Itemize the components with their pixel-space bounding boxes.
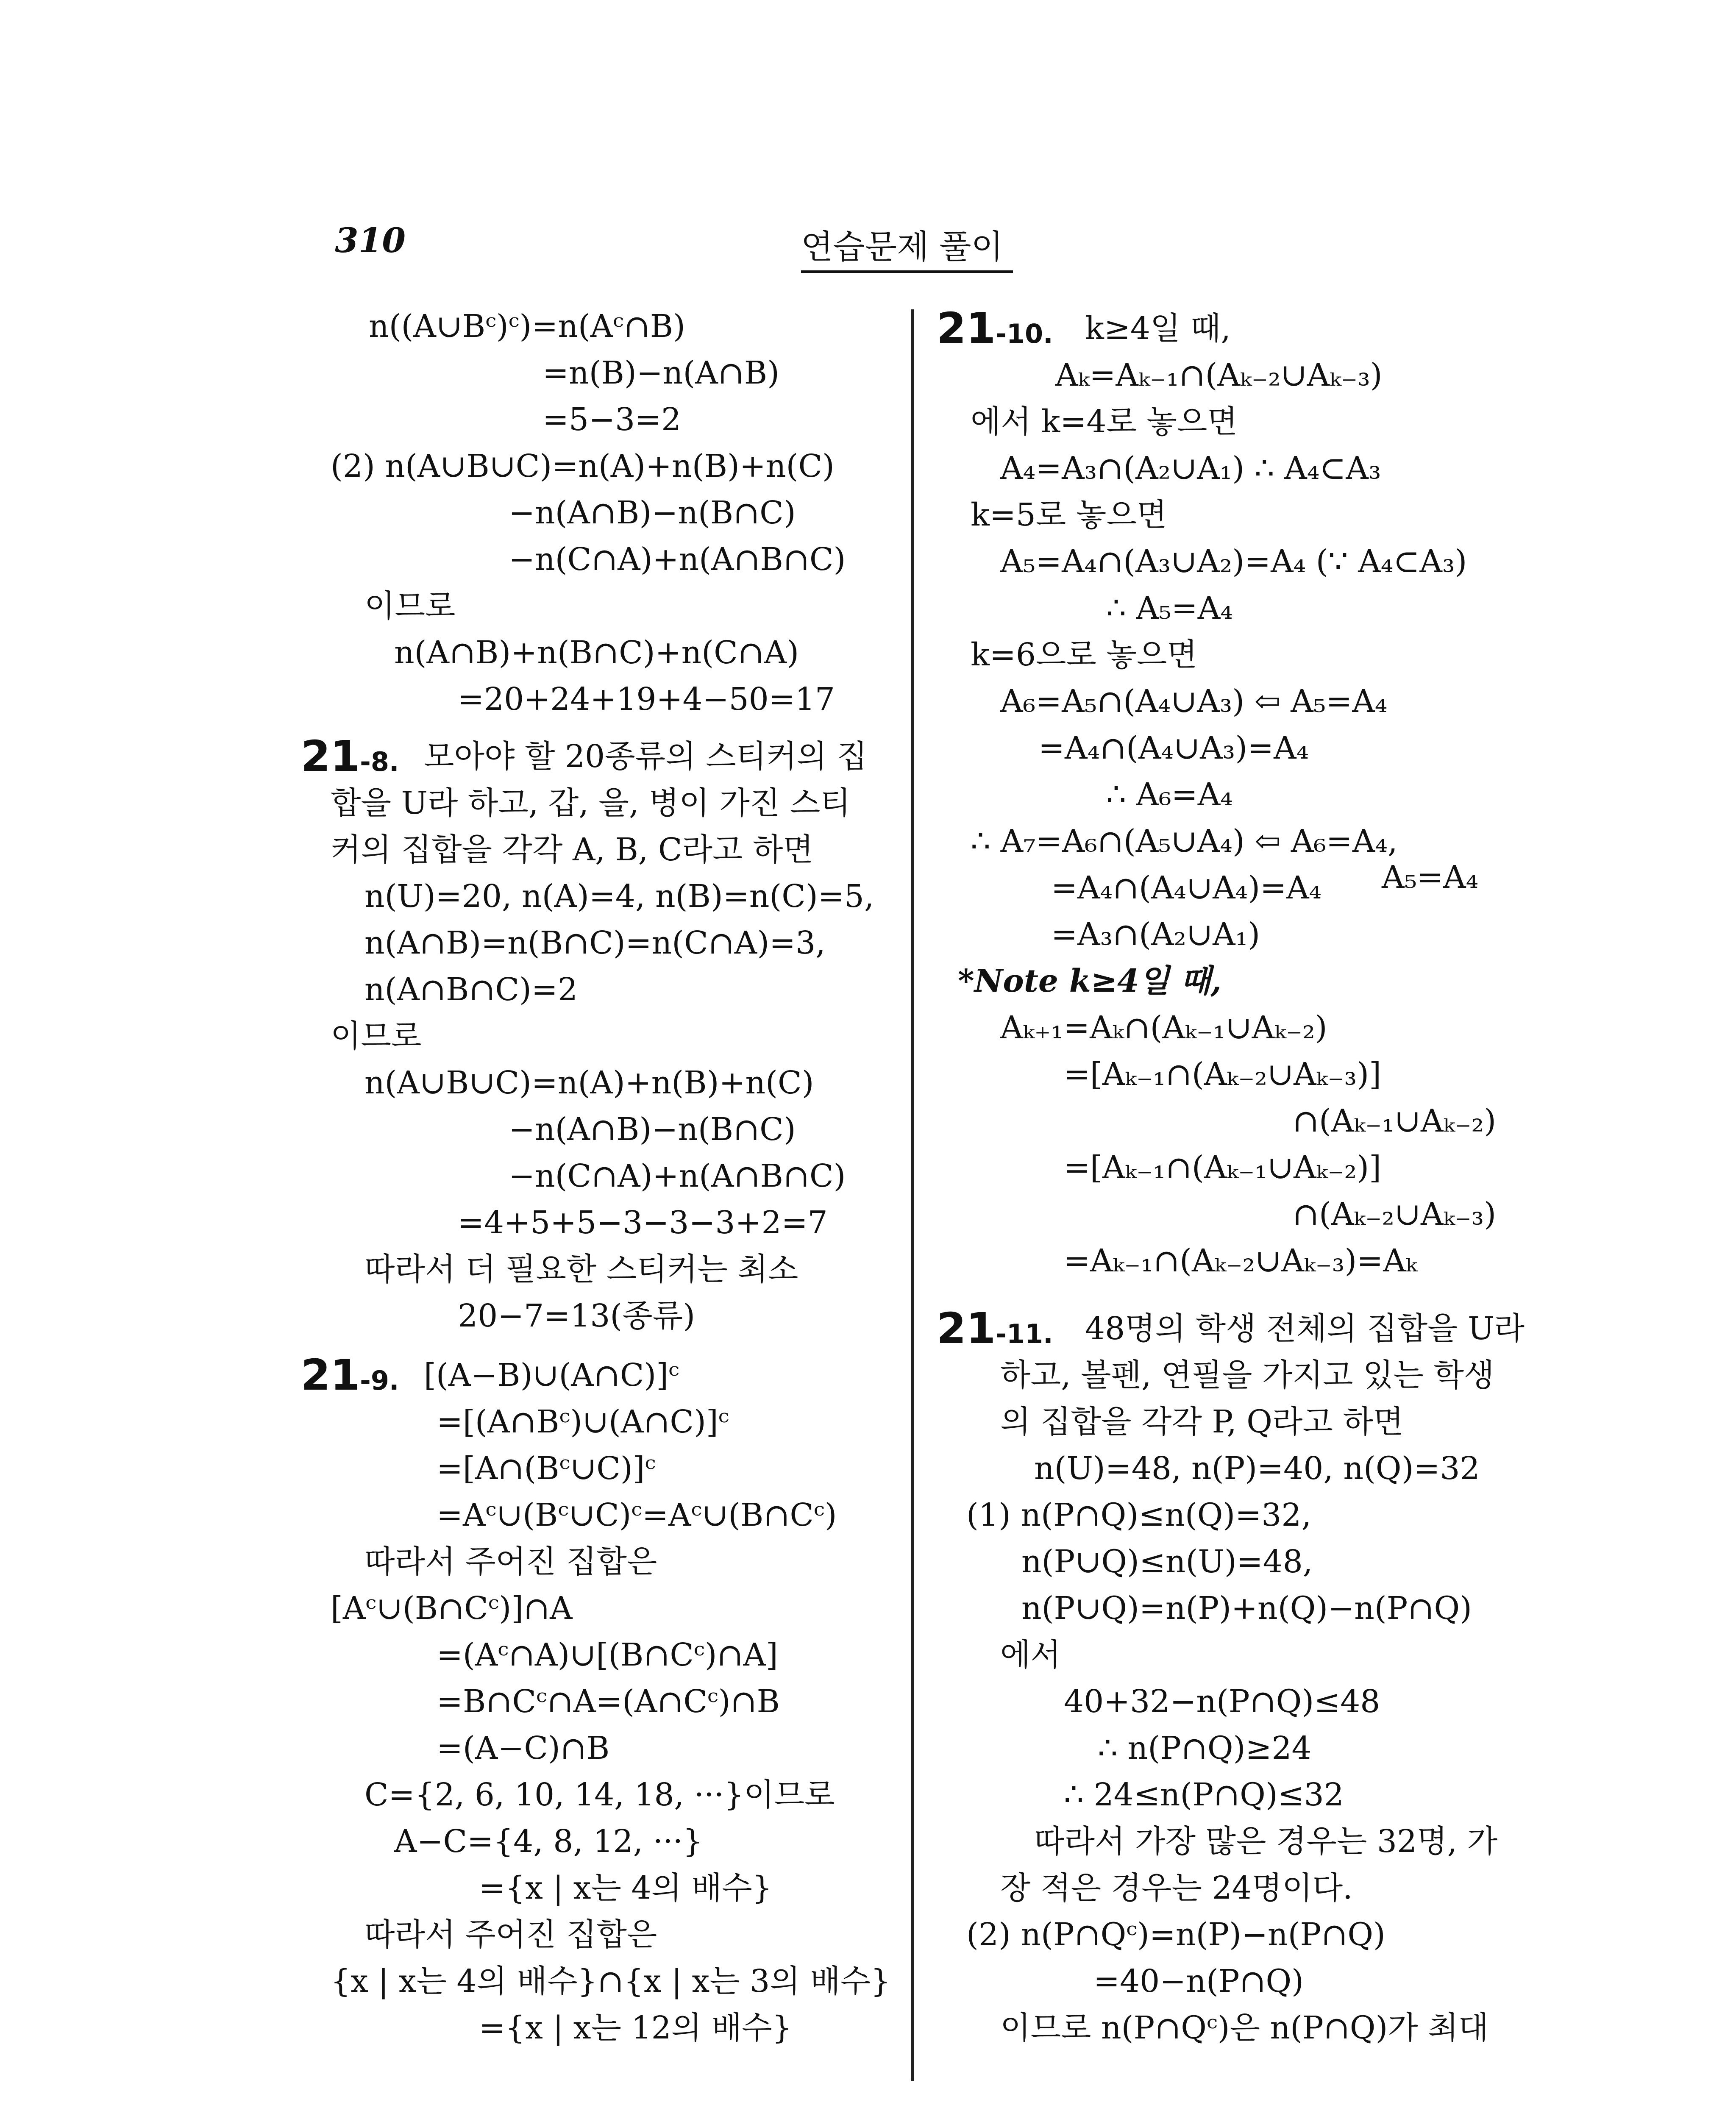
text-line: =20+24+19+4−50=17 [458,681,835,717]
text-line: 장 적은 경우는 24명이다. [1000,1870,1353,1906]
text-line: =A₄∩(A₄∪A₄)=A₄ [1051,870,1322,906]
text-line: =n(B)−n(A∩B) [542,355,780,391]
text-line: n(A∩B)+n(B∩C)+n(C∩A) [394,634,799,671]
text-line: (1) n(P∩Q)≤n(Q)=32, [966,1497,1311,1533]
text-line: ∴ n(P∩Q)≥24 [1098,1730,1312,1766]
text-line: k≥4일 때, [1085,310,1231,347]
text-line: 의 집합을 각각 P, Q라고 하면 [1000,1404,1404,1440]
text-line: 모아야 할 20종류의 스티커의 집 [424,738,868,775]
text-line: =Aₖ₋₁∩(Aₖ₋₂∪Aₖ₋₃)=Aₖ [1064,1243,1417,1279]
text-line: 40+32−n(P∩Q)≤48 [1064,1683,1380,1720]
text-line: (2) n(A∪B∪C)=n(A)+n(B)+n(C) [331,448,835,484]
text-line: ∩(Aₖ₋₁∪Aₖ₋₂) [1293,1103,1497,1139]
text-line: n(A∩B∩C)=2 [364,971,578,1008]
text-line: 하고, 볼펜, 연필을 가지고 있는 학생 [1000,1357,1494,1393]
text-line: =[(A∩Bᶜ)∪(A∩C)]ᶜ [437,1404,729,1440]
text-line: Aₖ₊₁=Aₖ∩(Aₖ₋₁∪Aₖ₋₂) [1000,1009,1327,1046]
text-line: 에서 k=4로 놓으면 [971,403,1238,440]
text-line: A₄=A₃∩(A₂∪A₁) ∴ A₄⊂A₃ [1000,450,1381,487]
text-line: C={2, 6, 10, 14, 18, ···}이므로 [364,1777,835,1813]
text-line: A₅=A₄ [1382,859,1479,895]
text-line: (2) n(P∩Qᶜ)=n(P)−n(P∩Q) [966,1916,1385,1953]
text-line: =[Aₖ₋₁∩(Aₖ₋₁∪Aₖ₋₂)] [1064,1149,1381,1186]
text-line: [Aᶜ∪(B∩Cᶜ)]∩A [331,1590,573,1627]
text-line: −n(C∩A)+n(A∩B∩C) [509,541,846,578]
text-line: k=5로 놓으면 [971,497,1167,533]
problem-number-21-10: 21-10. [937,303,1053,353]
text-line: 에서 [1000,1637,1061,1673]
text-line: n(A∩B)=n(B∩C)=n(C∩A)=3, [364,925,826,961]
text-line: A₅=A₄∩(A₃∪A₂)=A₄ (∵ A₄⊂A₃) [1000,543,1467,580]
text-line: −n(C∩A)+n(A∩B∩C) [509,1158,846,1194]
text-line: 따라서 가장 많은 경우는 32명, 가 [1034,1823,1498,1860]
text-line: A₆=A₅∩(A₄∪A₃) ⇦ A₅=A₄ [1000,683,1388,720]
text-line: [(A−B)∪(A∩C)]ᶜ [424,1357,679,1393]
text-line: A−C={4, 8, 12, ···} [394,1823,703,1860]
text-line: n(A∪B∪C)=n(A)+n(B)+n(C) [364,1065,814,1101]
page-number: 310 [335,220,406,260]
text-line: n((A∪Bᶜ)ᶜ)=n(Aᶜ∩B) [369,308,686,345]
problem-number-21-11: 21-11. [937,1304,1053,1353]
text-line: =[A∩(Bᶜ∪C)]ᶜ [437,1450,656,1487]
text-line: 합을 U라 하고, 갑, 을, 병이 가진 스티 [331,785,851,821]
text-line: 따라서 주어진 집합은 [364,1543,657,1580]
text-line: =5−3=2 [542,401,682,438]
text-line: =40−n(P∩Q) [1093,1963,1304,1999]
note-line: *Note k≥4일 때, [958,963,1221,999]
text-line: ∴ A₅=A₄ [1106,590,1233,626]
page-title: 연습문제 풀이 [801,220,1013,273]
text-line: 이므로 [364,588,456,624]
text-line: {x | x는 4의 배수}∩{x | x는 3의 배수} [331,1963,891,1999]
column-divider [911,309,914,2081]
problem-number-21-8: 21-8. [301,731,399,781]
text-line: n(U)=48, n(P)=40, n(Q)=32 [1034,1450,1480,1487]
text-line: ∴ A₇=A₆∩(A₅∪A₄) ⇦ A₆=A₄, [971,823,1398,859]
text-line: −n(A∩B)−n(B∩C) [509,1111,796,1148]
text-line: ={x | x는 4의 배수} [479,1870,772,1906]
text-line: =(A−C)∩B [437,1730,610,1766]
text-line: Aₖ=Aₖ₋₁∩(Aₖ₋₂∪Aₖ₋₃) [1055,357,1383,393]
text-line: =(Aᶜ∩A)∪[(B∩Cᶜ)∩A] [437,1637,778,1673]
text-line: =B∩Cᶜ∩A=(A∩Cᶜ)∩B [437,1683,780,1720]
text-line: n(P∪Q)≤n(U)=48, [1021,1543,1313,1580]
text-line: ∴ A₆=A₄ [1106,776,1233,813]
text-line: k=6으로 놓으면 [971,637,1197,673]
text-line: ∴ 24≤n(P∩Q)≤32 [1064,1777,1344,1813]
text-line: 따라서 주어진 집합은 [364,1916,657,1953]
text-line: 커의 집합을 각각 A, B, C라고 하면 [331,831,813,868]
text-line: 이므로 [331,1018,422,1054]
text-line: 48명의 학생 전체의 집합을 U라 [1085,1310,1525,1347]
text-line: ∩(Aₖ₋₂∪Aₖ₋₃) [1293,1196,1497,1232]
text-line: =[Aₖ₋₁∩(Aₖ₋₂∪Aₖ₋₃)] [1064,1056,1381,1093]
text-line: =A₃∩(A₂∪A₁) [1051,916,1260,953]
problem-number-21-9: 21-9. [301,1350,399,1400]
text-line: −n(A∩B)−n(B∩C) [509,495,796,531]
text-line: ={x | x는 12의 배수} [479,2010,792,2046]
text-line: 20−7=13(종류) [458,1298,696,1334]
text-line: n(P∪Q)=n(P)+n(Q)−n(P∩Q) [1021,1590,1472,1627]
text-line: n(U)=20, n(A)=4, n(B)=n(C)=5, [364,878,874,915]
text-line: =A₄∩(A₄∪A₃)=A₄ [1038,730,1309,766]
text-line: 이므로 n(P∩Qᶜ)은 n(P∩Q)가 최대 [1000,2010,1489,2046]
text-line: =4+5+5−3−3−3+2=7 [458,1204,828,1241]
text-line: =Aᶜ∪(Bᶜ∪C)ᶜ=Aᶜ∪(B∩Cᶜ) [437,1497,837,1533]
text-line: 따라서 더 필요한 스티커는 최소 [364,1251,798,1288]
